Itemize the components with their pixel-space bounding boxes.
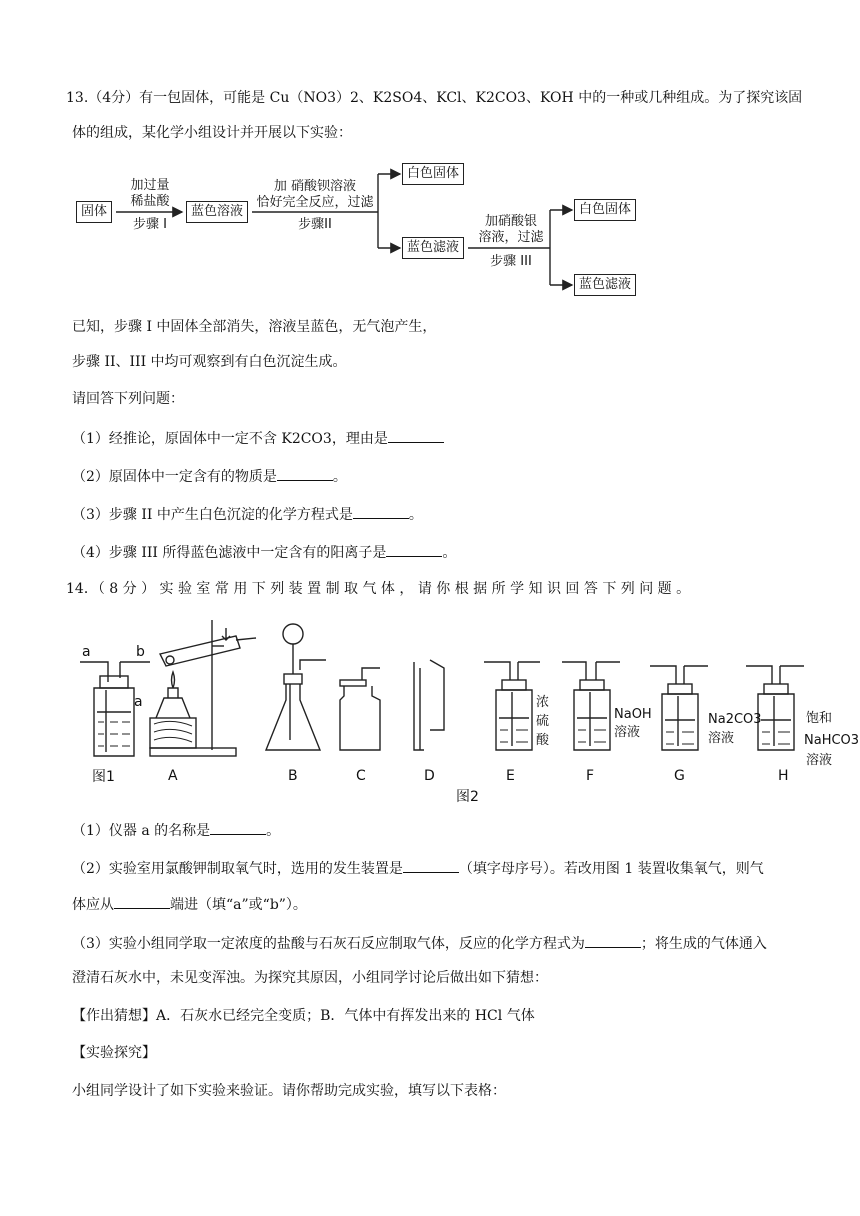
step1-reagent-2: 稀盐酸 bbox=[130, 194, 170, 209]
port-label-a: a bbox=[82, 644, 91, 660]
step2-reagent-2: 恰好完全反应，过滤 bbox=[256, 195, 374, 210]
q13-known-2: 步骤 II、III 中均可观察到有白色沉淀生成。 bbox=[72, 354, 347, 370]
bottle-E bbox=[484, 662, 540, 750]
step3-label: 步骤 III bbox=[490, 254, 532, 269]
q13-sub2 bbox=[72, 466, 347, 487]
answer-blank bbox=[277, 466, 333, 481]
q13-sub1 bbox=[72, 428, 444, 449]
q13-prompt: 请回答下列问题： bbox=[72, 391, 184, 407]
apparatus-B bbox=[266, 624, 326, 750]
reagent-F-1: NaOH bbox=[614, 707, 652, 722]
answer-blank bbox=[386, 542, 442, 557]
step1-reagent-1: 加过量 bbox=[130, 178, 170, 193]
step2-reagent-1: 加 硝酸钡溶液 bbox=[273, 179, 357, 194]
q13-known-1: 已知，步骤 I 中固体全部消失，溶液呈蓝色，无气泡产生， bbox=[72, 319, 437, 335]
q14-part2-cont-end: 端进（填“a”或“b”）。 bbox=[170, 897, 307, 913]
label-A: A bbox=[168, 768, 178, 784]
q14-part2 bbox=[72, 858, 764, 879]
q14-part2-mid: （填字母序号）。若改用图 1 装置收集氧气，则气 bbox=[458, 861, 764, 877]
q13-sub3-end: 。 bbox=[408, 507, 423, 523]
q14-part3 bbox=[72, 933, 767, 954]
q14-part3-mid: ；将生成的气体通入 bbox=[640, 936, 767, 952]
reagent-G-2: 溶液 bbox=[708, 731, 735, 746]
reagent-H-2: NaHCO3 bbox=[804, 733, 860, 748]
flowchart-arrows bbox=[0, 0, 860, 310]
q14-part2-text: （2）实验室用氯酸钾制取氧气时，选用的发生装置是 bbox=[72, 861, 403, 877]
q13-sub3 bbox=[72, 504, 423, 525]
step2-label: 步骤II bbox=[298, 217, 332, 232]
answer-blank bbox=[388, 428, 444, 443]
box-blue-filtrate-1: 蓝色滤液 bbox=[402, 237, 464, 259]
apparatus-A bbox=[150, 620, 256, 756]
apparatus-C bbox=[340, 668, 380, 750]
q14-explore-heading: 【实验探究】 bbox=[72, 1045, 156, 1061]
q14-part3-text: （3）实验小组同学取一定浓度的盐酸与石灰石反应制取气体，反应的化学方程式为 bbox=[72, 936, 585, 952]
q14-line1: 14．（ 8 分 ） 实 验 室 常 用 下 列 装 置 制 取 气 体 ， 请 你 根 据 所 学 知 识 回 答 下 列 问 题 。 bbox=[66, 581, 691, 597]
label-C: C bbox=[356, 768, 366, 784]
q13-line2: 体的组成，某化学小组设计并开展以下实验： bbox=[72, 125, 352, 141]
reagent-E-3: 酸 bbox=[536, 733, 550, 748]
answer-blank bbox=[585, 933, 641, 948]
label-H: H bbox=[778, 768, 789, 784]
q13-sub4-end: 。 bbox=[442, 545, 457, 561]
label-B: B bbox=[288, 768, 298, 784]
reagent-G-1: Na2CO3 bbox=[708, 712, 762, 727]
step3-reagent-1: 加硝酸银 bbox=[484, 214, 537, 229]
fig2-caption: 图2 bbox=[456, 789, 479, 805]
fig1-caption: 图1 bbox=[92, 769, 115, 785]
q13-sub4 bbox=[72, 542, 456, 563]
q14-design: 小组同学设计了如下实验来验证。请你帮助完成实验，填写以下表格： bbox=[72, 1083, 506, 1099]
reagent-H-1: 饱和 bbox=[806, 711, 833, 726]
label-E: E bbox=[506, 768, 515, 784]
q14-part2-cont bbox=[72, 894, 307, 915]
reagent-E-1: 浓 bbox=[536, 695, 550, 710]
reagent-F-2: 溶液 bbox=[614, 725, 641, 740]
label-D: D bbox=[424, 768, 435, 784]
box-white-solid-2: 白色固体 bbox=[574, 199, 636, 221]
label-G: G bbox=[674, 768, 685, 784]
bottle-G bbox=[650, 666, 708, 750]
q14-part2-cont-text: 体应从 bbox=[72, 897, 114, 913]
q13-sub4-text: （4）步骤 III 所得蓝色滤液中一定含有的阳离子是 bbox=[72, 545, 387, 561]
q13-line1: 13.（4分）有一包固体，可能是 Cu（NO3）2、K2SO4、KCl、K2CO3、KOH 中的一种或几种组成。为了探究该固 bbox=[66, 90, 803, 106]
apparatus-D bbox=[414, 660, 444, 750]
bottle-F bbox=[562, 662, 620, 750]
q13-sub3-text: （3）步骤 II 中产生白色沉淀的化学方程式是 bbox=[72, 507, 353, 523]
box-white-solid-1: 白色固体 bbox=[402, 163, 464, 185]
port-label-b: b bbox=[136, 644, 145, 660]
q13-sub1-text: （1）经推论，原固体中一定不含 K2CO3，理由是 bbox=[72, 431, 388, 447]
answer-blank bbox=[403, 858, 459, 873]
label-F: F bbox=[586, 768, 595, 784]
q14-part3-cont: 澄清石灰水中，未见变浑浊。为探究其原因，小组同学讨论后做出如下猜想： bbox=[72, 970, 548, 986]
answer-blank bbox=[114, 894, 170, 909]
step1-label: 步骤 I bbox=[133, 217, 167, 232]
box-blue-filtrate-2: 蓝色滤液 bbox=[574, 274, 636, 296]
q14-hypothesis: 【作出猜想】A．石灰水已经完全变质；B．气体中有挥发出来的 HCl 气体 bbox=[72, 1008, 535, 1024]
q13-sub2-end: 。 bbox=[332, 469, 347, 485]
q14-part1-text: （1）仪器 a 的名称是 bbox=[72, 823, 211, 839]
q14-part1-end: 。 bbox=[266, 823, 281, 839]
q13-sub2-text: （2）原固体中一定含有的物质是 bbox=[72, 469, 277, 485]
reagent-H-3: 溶液 bbox=[806, 753, 833, 768]
box-solid: 固体 bbox=[76, 201, 112, 223]
bottle-H bbox=[746, 666, 804, 750]
q14-part1 bbox=[72, 820, 280, 841]
box-blue-solution: 蓝色溶液 bbox=[186, 201, 248, 223]
answer-blank bbox=[353, 504, 409, 519]
step3-reagent-2: 溶液，过滤 bbox=[478, 230, 544, 245]
reagent-E-2: 硫 bbox=[536, 714, 550, 729]
side-label-a: a bbox=[134, 694, 143, 710]
answer-blank bbox=[210, 820, 266, 835]
